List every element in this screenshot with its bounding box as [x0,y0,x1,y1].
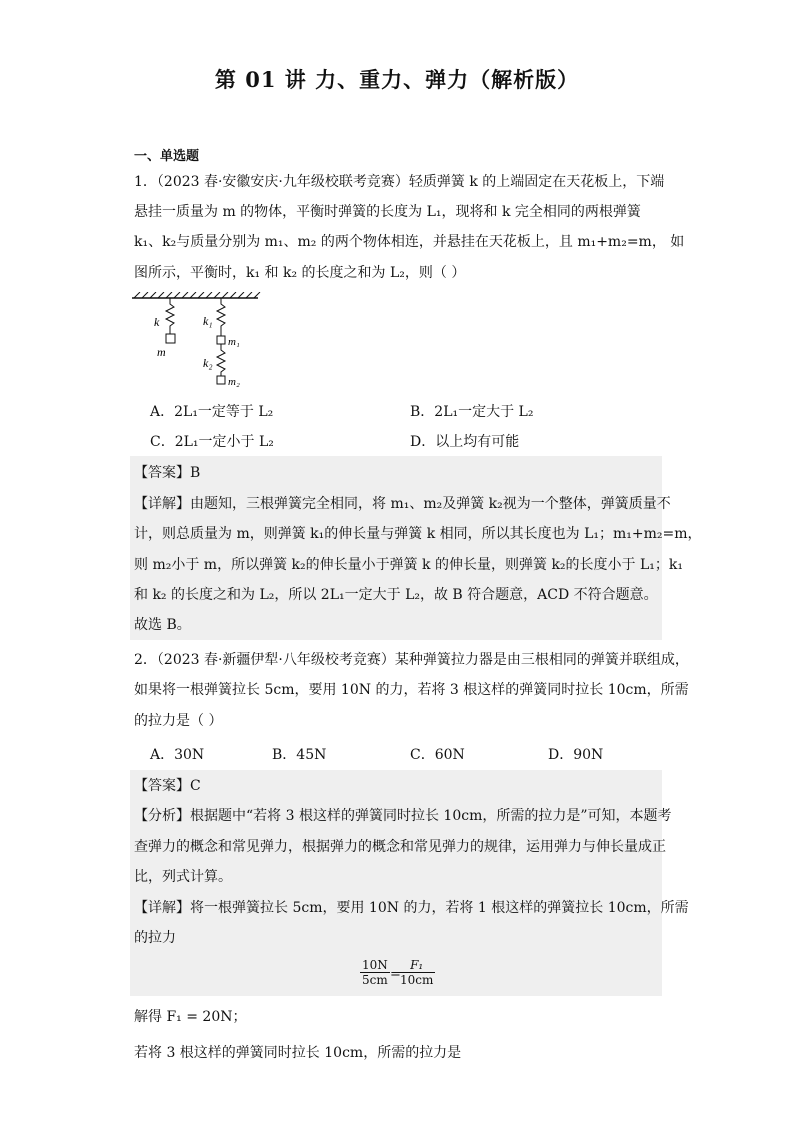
q1-answer: 【答案】B [134,465,201,481]
q2-detail-line: 【详解】将一根弹簧拉长 5cm，要用 10N 的力，若将 1 根这样的弹簧拉长 10cm，所需 [134,900,689,916]
label-k1: k₁ [203,314,213,328]
fraction-denominator: 10cm [400,973,434,987]
spring-k [166,298,174,334]
q1-option-d: D．以上均有可能 [410,434,520,450]
q1-option-c: C．2L₁一定小于 L₂ [150,434,274,450]
section-heading: 一、单选题 [134,149,200,164]
page-title: 第 01 讲 力、重力、弹力（解析版） [214,67,580,92]
q2-analysis-line: 查弹力的概念和常见弹力，根据弹力的概念和常见弹力的规律，运用弹力与伸长量成正 [134,839,666,855]
q2-option-c: C．60N [410,747,465,763]
q1-stem-line: k₁、k₂与质量分别为 m₁、m₂ 的两个物体相连，并悬挂在天花板上，且 m₁+m₂=m， 如 [134,234,685,250]
fraction-left [360,958,390,987]
q2-answer: 【答案】C [134,778,201,794]
q2-option-d: D．90N [548,747,604,763]
q2-option-a: A．30N [150,747,205,763]
q1-detail-line: 故选 B。 [134,617,191,633]
label-m2: m₂ [228,376,240,388]
q2-analysis-line: 比，列式计算。 [134,869,232,885]
q2-stem-line: 的拉力是（ ） [134,713,223,729]
equals-sign: = [390,967,401,982]
label-k2: k₂ [203,356,213,370]
q1-detail-line: 计，则总质量为 m，则弹簧 k₁的伸长量与弹簧 k 相同，所以其长度也为 L₁；m₁+m₂=m， [134,526,702,542]
q2-stem-line: 如果将一根弹簧拉长 5cm，要用 10N 的力，若将 3 根这样的弹簧同时拉长 10cm，所需 [134,682,689,698]
q1-stem-line: 图所示，平衡时，k₁ 和 k₂ 的长度之和为 L₂，则（ ） [134,265,466,281]
q2-last-line: 若将 3 根这样的弹簧同时拉长 10cm，所需的拉力是 [134,1045,462,1061]
q1-detail-line: 和 k₂ 的长度之和为 L₂，所以 2L₁一定大于 L₂，故 B 符合题意，ACD 不符合题意。 [134,587,658,603]
fraction-numerator: F₁ [410,958,424,972]
q2-stem-line: 2．（2023 春·新疆伊犁·八年级校考竞赛）某种弹簧拉力器是由三根相同的弹簧并联组成， [134,652,689,668]
q1-option-a: A．2L₁一定等于 L₂ [150,404,274,420]
q1-stem-line: 悬挂一质量为 m 的物体，平衡时弹簧的长度为 L₁，现将和 k 完全相同的两根弹簧 [134,204,641,220]
q1-detail-line: 则 m₂小于 m，所以弹簧 k₂的伸长量小于弹簧 k 的伸长量，则弹簧 k₂的长度小于 L₁；k₁ [134,557,683,573]
label-m1: m₁ [228,336,240,348]
q1-detail-line: 【详解】由题知，三根弹簧完全相同，将 m₁、m₂及弹簧 k₂视为一个整体，弹簧质量不 [134,496,671,512]
label-m: m [157,345,166,359]
q2-detail-line: 的拉力 [134,930,176,946]
q1-stem-line: 1．（2023 春·安徽安庆·九年级校联考竞赛）轻质弹簧 k 的上端固定在天花板上，下端 [134,174,665,190]
mass-m [166,334,175,343]
q1-option-b: B．2L₁一定大于 L₂ [410,404,534,420]
q2-analysis-line: 【分析】根据题中“若将 3 根这样的弹簧同时拉长 10cm，所需的拉力是”可知，本题考 [134,808,672,824]
spring-k1 [217,298,225,336]
fraction-denominator: 5cm [360,972,390,987]
q2-solve-line: 解得 F₁ = 20N； [134,1009,247,1025]
spring-figure [130,292,270,392]
mass-m2 [217,376,225,384]
q2-option-b: B．45N [272,747,327,763]
label-k: k [154,315,160,329]
mass-m1 [217,336,225,344]
q1-solution-box [130,456,662,640]
spring-k2 [217,344,225,376]
fraction-numerator: 10N [362,958,388,972]
fraction-right [398,958,435,987]
